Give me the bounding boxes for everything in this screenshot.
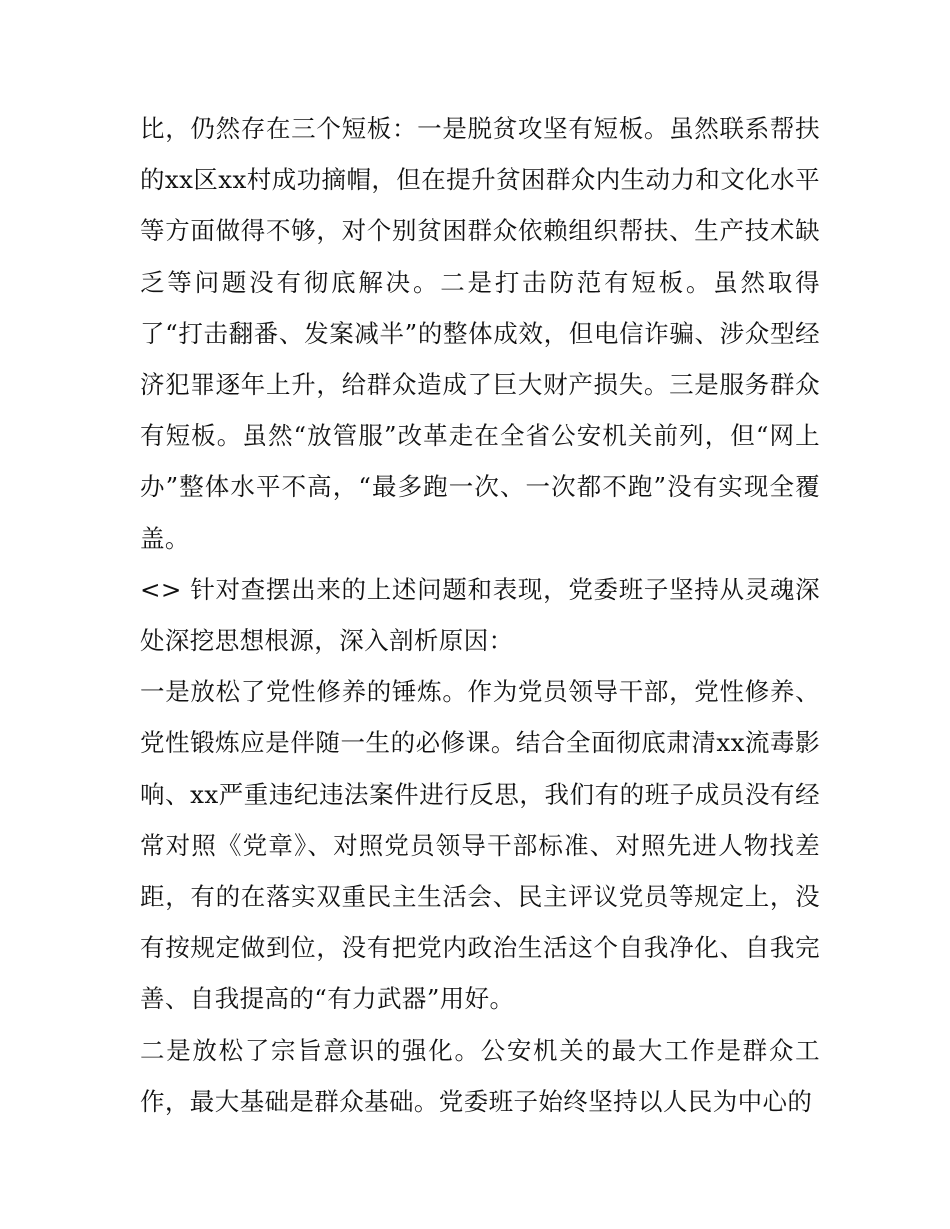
document-body <box>140 103 820 1127</box>
paragraph-root-cause-intro: <> 针对查摆出来的上述问题和表现，党委班子坚持从灵魂深处深挖思想根源，深入剖析原因： <box>140 574 820 656</box>
paragraph-purpose-awareness: 二是放松了宗旨意识的强化。公安机关的最大工作是群众工作，最大基础是群众基础。党委班子始终坚持以人民为中心的 <box>140 1035 820 1116</box>
paragraph-shortcomings: 比，仍然存在三个短板：一是脱贫攻坚有短板。虽然联系帮扶的xx区xx村成功摘帽，但在提升贫困群众内生动力和文化水平等方面做得不够，对个别贫困群众依赖组织帮扶、生产技术缺乏等问题没有彻底解决。二是打击防范有短板。虽然取得了“打击翻番、发案减半”的整体成效，但电信诈骗、涉众型经济犯罪逐年上升，给群众造成了巨大财产损失。三是服务群众有短板。虽然“放管服”改革走在全省公安机关前列，但“网上办”整体水平不高，“最多跑一次、一次都不跑”没有实现全覆盖。 <box>140 114 820 553</box>
paragraph-party-spirit: 一是放松了党性修养的锤炼。作为党员领导干部，党性修养、党性锻炼应是伴随一生的必修课。结合全面彻底肃清xx流毒影响、xx严重违纪违法案件进行反思，我们有的班子成员没有经常对照《党章》、对照党员领导干部标准、对照先进人物找差距，有的在落实双重民主生活会、民主评议党员等规定上，没有按规定做到位，没有把党内政治生活这个自我净化、自我完善、自我提高的“有力武器”用好。 <box>140 677 820 1014</box>
